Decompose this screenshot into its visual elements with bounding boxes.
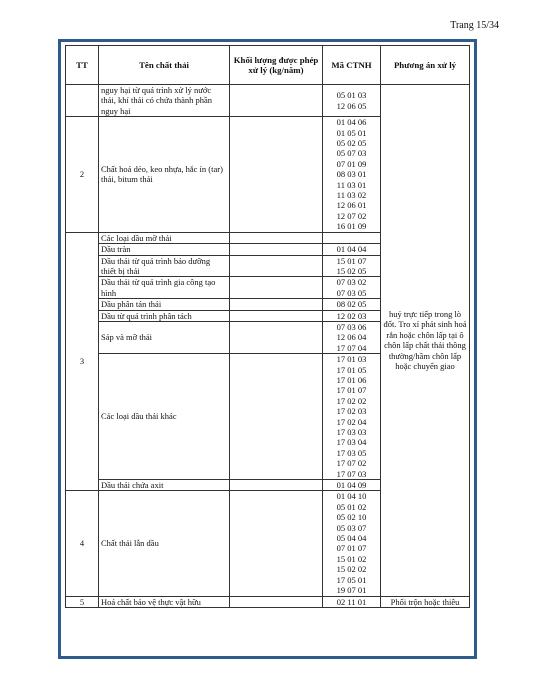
table-row [66,85,470,117]
waste-code-cell [323,244,381,255]
waste-name: Dầu thải từ quá trình bảo dưỡng thiết bị thải [99,255,230,277]
waste-code: 15 01 02 [336,553,367,564]
waste-code: 01 04 06 [336,117,367,128]
allowed-amount [230,277,323,299]
waste-name: nguy hại từ quá trình xử lý nước thải, khí thải có chứa thành phần nguy hại [99,85,230,117]
waste-name: Chất thải lẫn dầu [99,491,230,596]
header-allowed-amount: Khối lượng được phép xử lý (kg/năm) [230,46,323,85]
waste-code: 17 03 05 [336,447,367,458]
allowed-amount [230,244,323,255]
allowed-amount [230,85,323,117]
waste-code: 17 01 03 [336,354,367,365]
waste-code: 07 03 06 [336,321,367,332]
header-tt: TT [66,46,99,85]
header-waste-code: Mã CTNH [323,46,381,85]
allowed-amount [230,299,323,310]
allowed-amount [230,354,323,480]
waste-code: 05 02 10 [336,512,367,523]
waste-code: 17 07 04 [336,342,367,353]
waste-code-cell [323,310,381,321]
waste-code: 17 07 03 [336,468,367,479]
row-number: 5 [66,596,99,607]
waste-code: 12 07 02 [336,210,367,221]
treatment-plan: huỷ trực tiếp trong lò đốt. Tro xỉ phát sinh hoá rắn hoặc chôn lấp tại ô chôn lấp chất thải thông thường/hầm chôn lấp hoặc chuyển giao [381,85,470,597]
waste-code: 17 02 02 [336,395,367,406]
waste-code-cell [323,321,381,353]
header-waste-name: Tên chất thải [99,46,230,85]
waste-code-cell [323,596,381,607]
header-treatment-plan: Phương án xử lý [381,46,470,85]
waste-code: 15 01 07 [336,255,367,266]
waste-name: Các loại dầu mỡ thải [99,232,230,243]
waste-name: Dầu tràn [99,244,230,255]
allowed-amount [230,596,323,607]
allowed-amount [230,117,323,232]
waste-code: 05 07 03 [336,148,367,159]
waste-code-cell [323,480,381,491]
waste-code: 07 03 05 [336,287,367,298]
waste-code: 17 07 02 [336,458,367,469]
row-number: 4 [66,491,99,596]
waste-code: 15 02 05 [336,265,367,276]
waste-code: 01 04 04 [336,244,367,255]
waste-code: 05 01 02 [336,501,367,512]
row-number: 2 [66,117,99,232]
allowed-amount [230,255,323,277]
waste-name: Các loại dầu thải khác [99,354,230,480]
waste-code: 01 04 10 [336,491,367,502]
waste-code: 17 02 04 [336,416,367,427]
waste-code: 08 03 01 [336,169,367,180]
waste-code: 07 03 02 [336,277,367,288]
waste-code: 11 03 02 [336,190,367,201]
waste-code: 17 01 07 [336,385,367,396]
waste-code-cell [323,255,381,277]
waste-code: 07 01 07 [336,543,367,554]
waste-code: 16 01 09 [336,221,367,232]
waste-code: 12 06 01 [336,200,367,211]
waste-name: Dầu thải chứa axit [99,480,230,491]
waste-code: 05 02 05 [336,138,367,149]
waste-code: 17 02 03 [336,406,367,417]
table-header-row [66,46,470,85]
waste-code: 08 02 05 [336,299,367,310]
table-row [66,596,470,607]
waste-code: 12 06 05 [336,100,367,111]
waste-code-cell [323,299,381,310]
waste-code-cell [323,354,381,480]
waste-code-cell [323,85,381,117]
row-number: 3 [66,232,99,491]
waste-code: 05 01 03 [336,90,367,101]
waste-code-cell [323,232,381,243]
waste-code: 01 05 01 [336,127,367,138]
treatment-plan: Phối trộn hoặc thiêu [381,596,470,607]
waste-code: 17 01 06 [336,374,367,385]
waste-code-cell [323,277,381,299]
waste-code: 17 01 05 [336,364,367,375]
waste-code: 05 04 04 [336,533,367,544]
allowed-amount [230,480,323,491]
waste-name: Hoá chất bảo vệ thực vật hữu [99,596,230,607]
waste-code: 12 02 03 [336,310,367,321]
row-number [66,85,99,117]
allowed-amount [230,321,323,353]
allowed-amount [230,232,323,243]
waste-code: 17 03 04 [336,437,367,448]
allowed-amount [230,310,323,321]
waste-code-cell [323,117,381,232]
waste-code: 07 01 09 [336,158,367,169]
waste-code: 11 03 01 [336,179,367,190]
hazardous-waste-table [65,45,470,608]
waste-code: 01 04 09 [336,480,367,491]
waste-code: 19 07 01 [336,585,367,596]
waste-code: 02 11 01 [336,596,367,607]
waste-name: Sáp và mỡ thải [99,321,230,353]
allowed-amount [230,491,323,596]
waste-code-cell [323,491,381,596]
waste-code: 05 03 07 [336,522,367,533]
waste-name: Dầu phân tán thải [99,299,230,310]
waste-code: 12 06 04 [336,332,367,343]
waste-name: Chất hoá dẻo, keo nhựa, hắc ín (tar) thải, bitum thải [99,117,230,232]
waste-code: 17 03 03 [336,427,367,437]
page-number: Trang 15/34 [450,20,499,31]
waste-name: Dầu thải từ quá trình gia công tạo hình [99,277,230,299]
waste-code: 15 02 02 [336,564,367,575]
waste-code: 17 05 01 [336,574,367,585]
waste-name: Dầu từ quá trình phân tách [99,310,230,321]
